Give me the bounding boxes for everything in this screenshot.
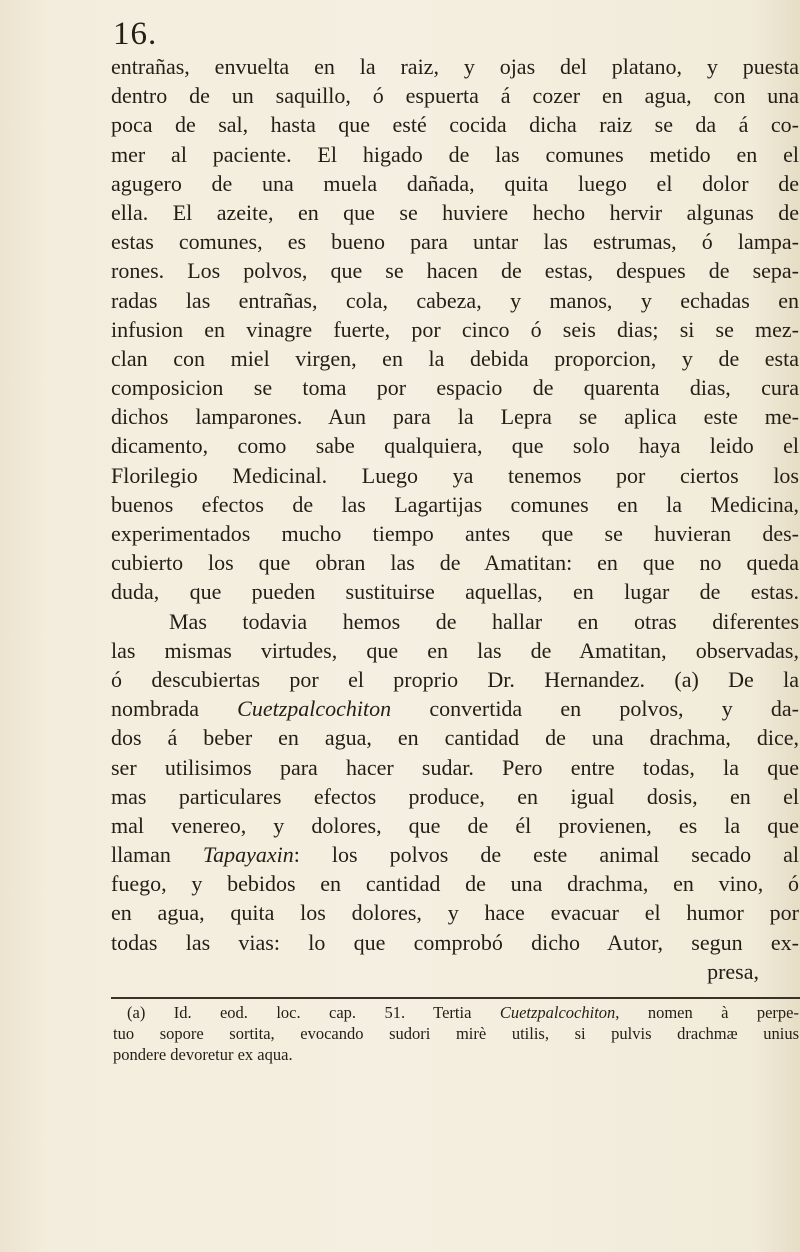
text-line: composicion se toma por espacio de quarenta dias, cura: [111, 375, 799, 401]
text-line: en agua, quita los dolores, y hace evacuar el humor por: [111, 900, 799, 926]
footnote: [111, 1002, 799, 1065]
text-line: mas particulares efectos produce, en igual dosis, en el: [111, 783, 799, 809]
text-line: cubierto los que obran las de Amatitan: en que no queda: [111, 550, 799, 576]
text-line: mer al paciente. El higado de las comunes metido en el: [111, 141, 799, 167]
text-line: estas comunes, es bueno para untar las estrumas, ó lampa-: [111, 229, 799, 255]
text-line: las mismas virtudes, que en las de Amatitan, observadas,: [111, 637, 799, 663]
text-line: rones. Los polvos, que se hacen de estas, despues de sepa-: [111, 258, 799, 284]
text-line: ser utilisimos para hacer sudar. Pero entre todas, la que: [111, 754, 799, 780]
text-line: ó descubiertas por el proprio Dr. Hernandez. (a) De la: [111, 666, 799, 692]
body-text: [111, 52, 799, 986]
text-line: ella. El azeite, en que se huviere hecho hervir algunas de: [111, 199, 799, 225]
text-line: dichos lamparones. Aun para la Lepra se aplica este me-: [111, 404, 799, 430]
text-line: mal venereo, y dolores, que de él provienen, es la que: [111, 812, 799, 838]
italic-term: Cuetzpalcochiton: [499, 1003, 616, 1022]
text-line: duda, que pueden sustituirse aquellas, en lugar de estas.: [111, 579, 799, 605]
text-line: entrañas, envuelta en la raiz, y ojas del platano, y puesta: [111, 54, 799, 79]
text-line: clan con miel virgen, en la debida proporcion, y de esta: [111, 345, 799, 371]
text-line: dentro de un saquillo, ó espuerta á cozer en agua, con una: [111, 83, 799, 109]
footnote-line: (a) Id. eod. loc. cap. 51. Tertia Cuetzpalcochiton, nomen à perpe-: [127, 1003, 799, 1022]
text-line: experimentados mucho tiempo antes que se huvieran des-: [111, 521, 799, 546]
page-number: 16.: [113, 16, 158, 52]
footnote-line: pondere devoretur ex aqua.: [113, 1045, 293, 1064]
text-line: llaman Tapayaxin: los polvos de este animal secado al: [111, 842, 799, 868]
footnote-line: tuo sopore sortita, evocando sudori mirè utilis, si pulvis drachmæ unius: [113, 1024, 799, 1043]
paragraph-start-line: Mas todavia hemos de hallar en otras diferentes: [169, 608, 799, 634]
text-line: radas las entrañas, cola, cabeza, y manos, y echadas en: [111, 287, 799, 313]
italic-term: Tapayaxin: [202, 842, 294, 868]
text-line: fuego, y bebidos en cantidad de una drachma, en vino, ó: [111, 871, 799, 897]
text-line: poca de sal, hasta que esté cocida dicha raiz se da á co-: [111, 112, 799, 138]
text-line: nombrada Cuetzpalcochiton convertida en polvos, y da-: [111, 696, 800, 722]
text-line: dicamento, como sabe qualquiera, que solo haya leido el: [111, 433, 799, 459]
italic-term: Cuetzpalcochiton: [237, 696, 392, 722]
text-line: buenos efectos de las Lagartijas comunes en la Medicina,: [111, 491, 799, 517]
text-line: agugero de una muela dañada, quita luego el dolor de: [111, 170, 799, 196]
catchword: presa,: [707, 958, 759, 984]
footnote-rule: [111, 997, 800, 999]
text-line: infusion en vinagre fuerte, por cinco ó seis dias; si se mez-: [111, 316, 799, 342]
text-line: Florilegio Medicinal. Luego ya tenemos por ciertos los: [111, 462, 799, 488]
text-line: dos á beber en agua, en cantidad de una drachma, dice,: [111, 725, 799, 751]
text-line: todas las vias: lo que comprobó dicho Autor, segun ex-: [111, 929, 799, 955]
